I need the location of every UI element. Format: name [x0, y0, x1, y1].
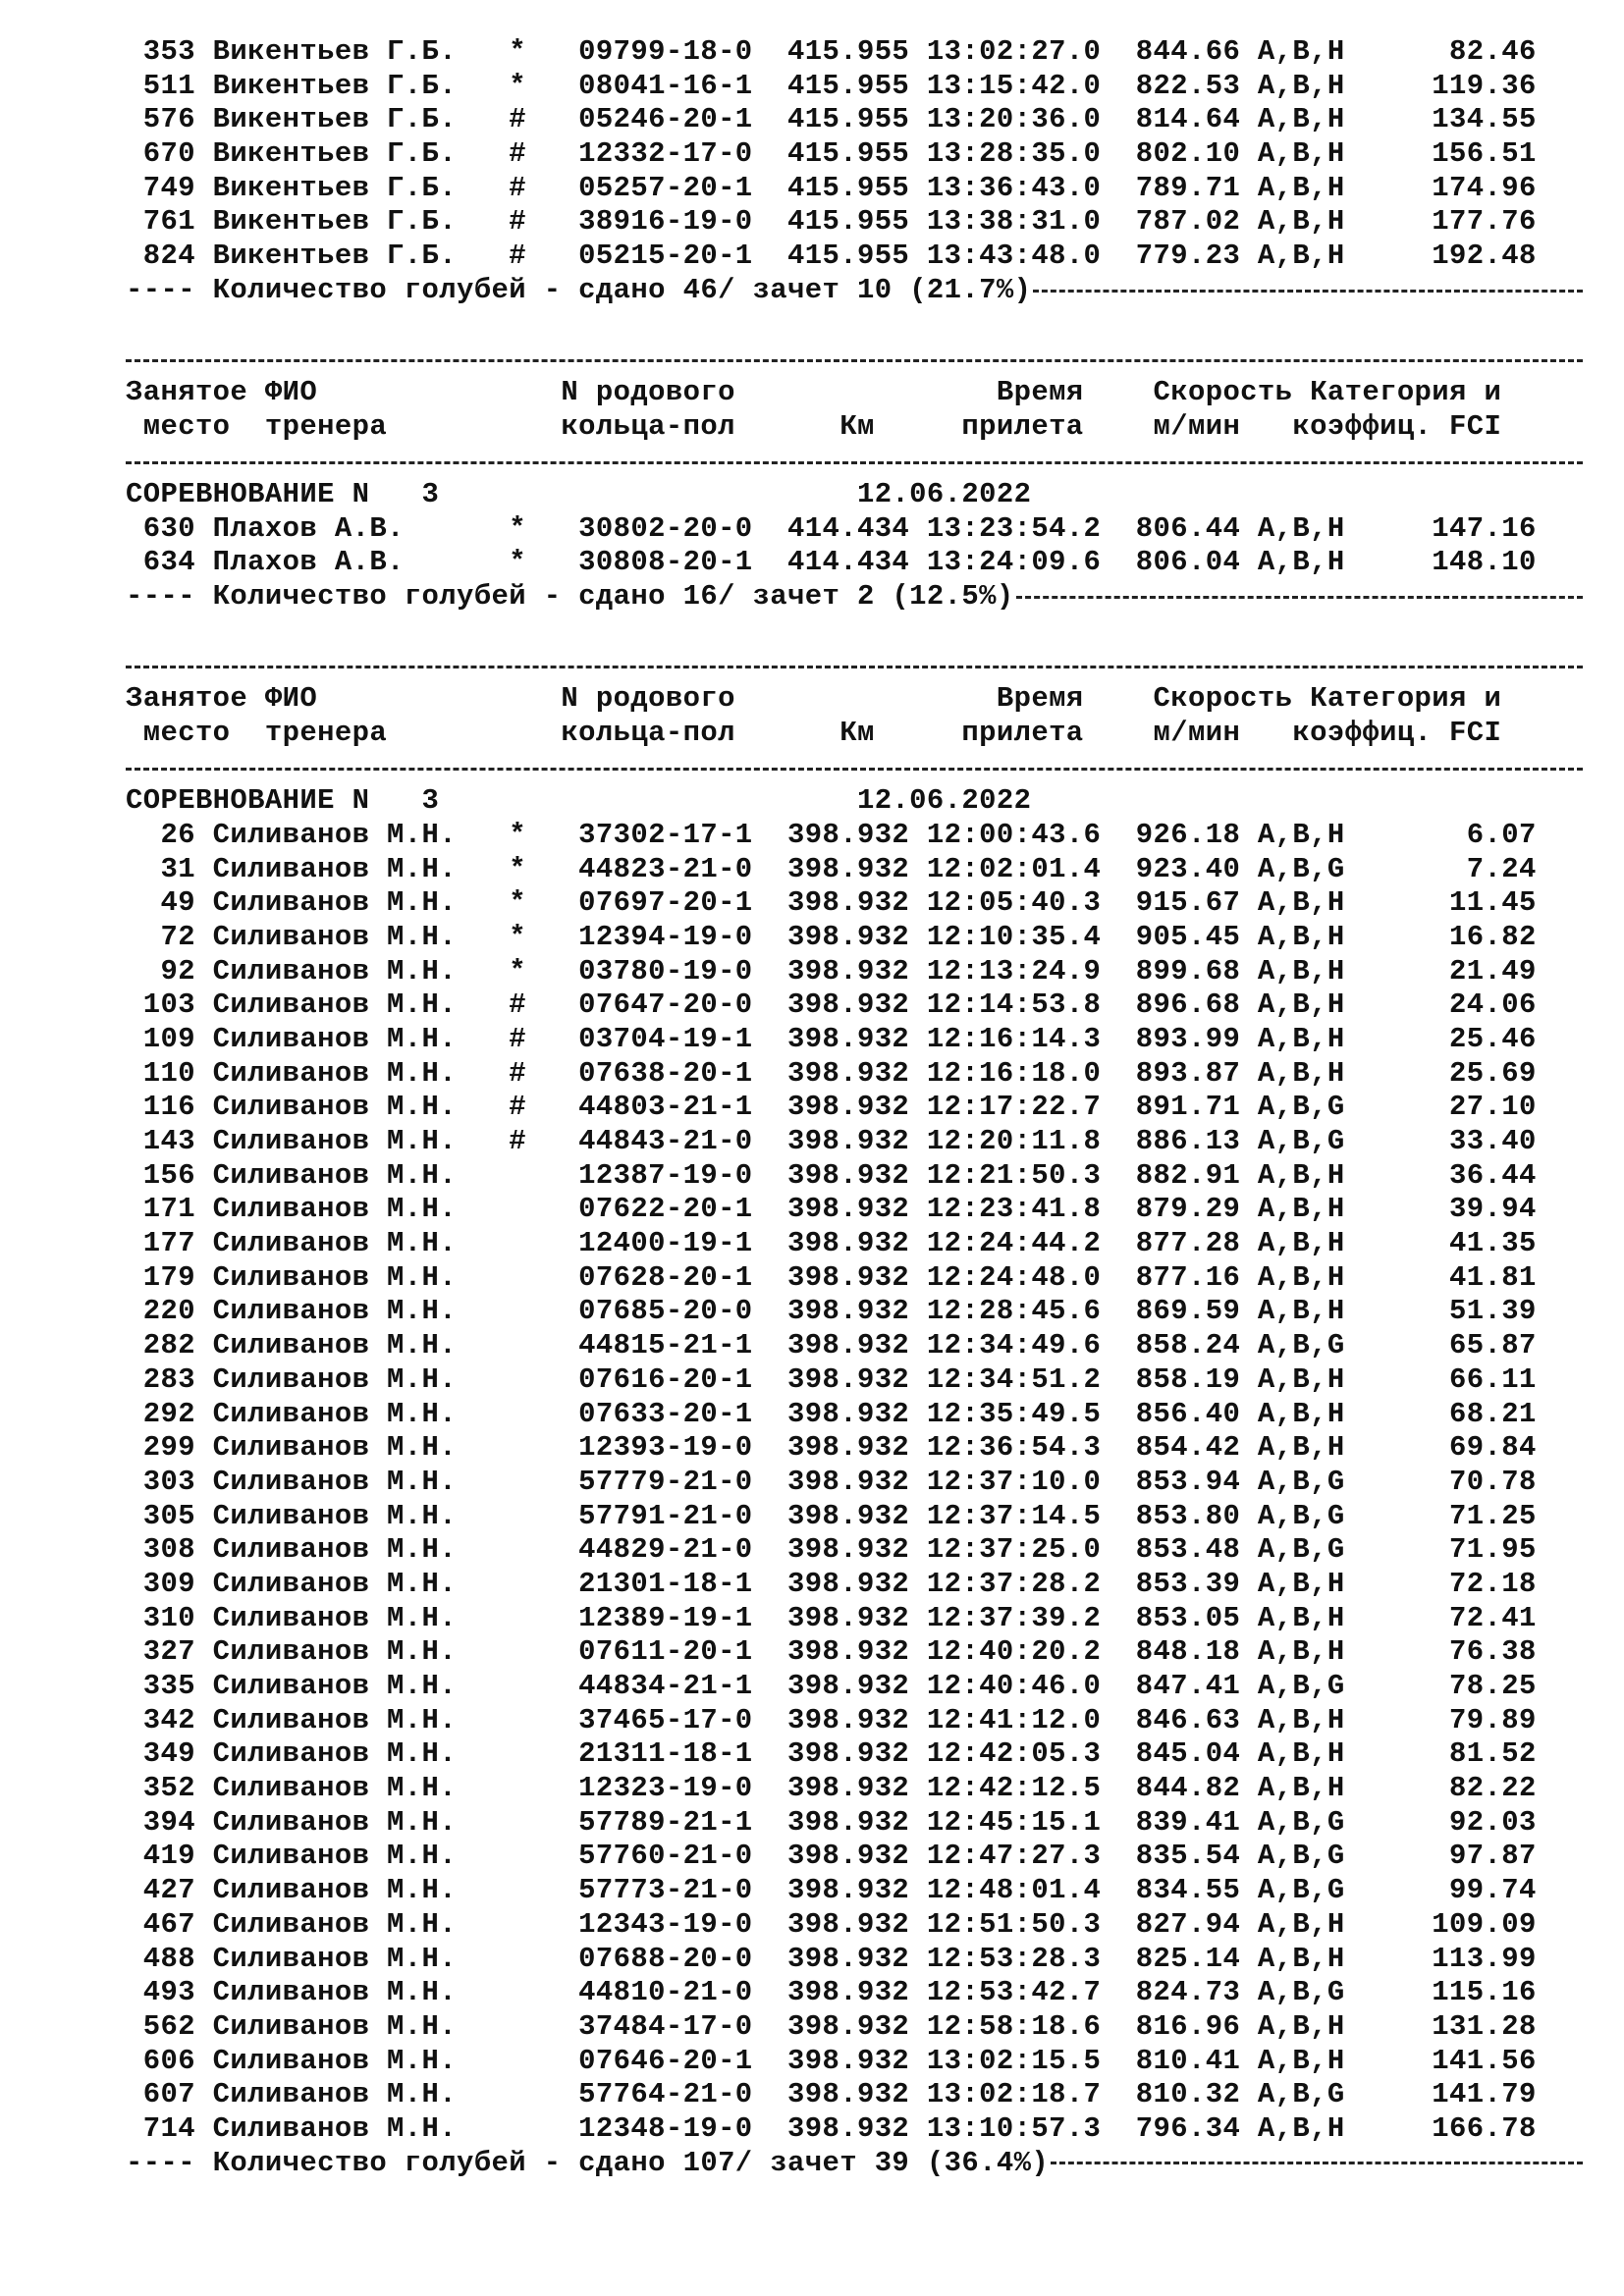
table-row: 562 Силиванов М.Н. 37484-17-0 398.932 12:58:18.6 816.96 A,B,H 131.28 [126, 2009, 1537, 2043]
table-row: 156 Силиванов М.Н. 12387-19-0 398.932 12:21:50.3 882.91 A,B,H 36.44 [126, 1158, 1537, 1192]
summary-line [126, 580, 1598, 614]
table-row: 110 Силиванов М.Н. # 07638-20-1 398.932 12:16:18.0 893.87 A,B,H 25.69 [126, 1056, 1537, 1090]
table-row: 427 Силиванов М.Н. 57773-21-0 398.932 12:48:01.4 834.55 A,B,G 99.74 [126, 1874, 1537, 1907]
table-row: 109 Силиванов М.Н. # 03704-19-1 398.932 12:16:14.3 893.99 A,B,H 25.46 [126, 1022, 1537, 1055]
table-row: 116 Силиванов М.Н. # 44803-21-1 398.932 12:17:22.7 891.71 A,B,G 27.10 [126, 1091, 1537, 1124]
table-row: 308 Силиванов М.Н. 44829-21-0 398.932 12:37:25.0 853.48 A,B,G 71.95 [126, 1533, 1537, 1567]
summary-rule [1051, 2162, 1583, 2164]
table-row: 309 Силиванов М.Н. 21301-18-1 398.932 12:37:28.2 853.39 A,B,H 72.18 [126, 1567, 1537, 1600]
table-row: 303 Силиванов М.Н. 57779-21-0 398.932 12:37:10.0 853.94 A,B,G 70.78 [126, 1465, 1537, 1498]
table-row: 493 Силиванов М.Н. 44810-21-0 398.932 12:53:42.7 824.73 A,B,G 115.16 [126, 1976, 1537, 2009]
table-row: 26 Силиванов М.Н. * 37302-17-1 398.932 12:00:43.6 926.18 A,B,H 6.07 [126, 818, 1537, 851]
table-row: 761 Викентьев Г.Б. # 38916-19-0 415.955 13:38:31.0 787.02 A,B,H 177.76 [126, 205, 1537, 239]
table-row: 606 Силиванов М.Н. 07646-20-1 398.932 13:02:15.5 810.41 A,B,H 141.56 [126, 2044, 1537, 2077]
table-row: 342 Силиванов М.Н. 37465-17-0 398.932 12:41:12.0 846.63 A,B,H 79.89 [126, 1703, 1537, 1736]
competition-line: СОРЕВНОВАНИЕ N 3 12.06.2022 [126, 784, 1032, 818]
table-row: 749 Викентьев Г.Б. # 05257-20-1 415.955 13:36:43.0 789.71 A,B,H 174.96 [126, 171, 1537, 204]
header-rule-bottom [126, 750, 1598, 784]
table-row: 488 Силиванов М.Н. 07688-20-0 398.932 12:53:28.3 825.14 A,B,H 113.99 [126, 1942, 1537, 1975]
table-row: 352 Силиванов М.Н. 12323-19-0 398.932 12:42:12.5 844.82 A,B,H 82.22 [126, 1772, 1537, 1805]
table-row: 49 Силиванов М.Н. * 07697-20-1 398.932 12:05:40.3 915.67 A,B,H 11.45 [126, 886, 1537, 920]
table-row: 630 Плахов А.В. * 30802-20-0 414.434 13:23:54.2 806.44 A,B,H 147.16 [126, 511, 1537, 545]
table-row: 419 Силиванов М.Н. 57760-21-0 398.932 12:47:27.3 835.54 A,B,G 97.87 [126, 1840, 1537, 1873]
table-row: 72 Силиванов М.Н. * 12394-19-0 398.932 12:10:35.4 905.45 A,B,H 16.82 [126, 920, 1537, 953]
spacer [126, 614, 1598, 649]
table-row: 282 Силиванов М.Н. 44815-21-1 398.932 12:34:49.6 858.24 A,B,G 65.87 [126, 1329, 1537, 1362]
table-row: 634 Плахов А.В. * 30808-20-1 414.434 13:24:09.6 806.04 A,B,H 148.10 [126, 546, 1537, 579]
table-row: 511 Викентьев Г.Б. * 08041-16-1 415.955 13:15:42.0 822.53 A,B,H 119.36 [126, 69, 1537, 102]
spacer [126, 308, 1598, 343]
summary-text: ---- Количество голубей - сдано 46/ зачет 10 (21.7%) [126, 273, 1032, 306]
table-row: 310 Силиванов М.Н. 12389-19-1 398.932 12:37:39.2 853.05 A,B,H 72.41 [126, 1601, 1537, 1634]
header-rule-top [126, 648, 1598, 682]
summary-text: ---- Количество голубей - сдано 107/ зачет 39 (36.4%) [126, 2146, 1050, 2179]
table-row: 607 Силиванов М.Н. 57764-21-0 398.932 13:02:18.7 810.32 A,B,G 141.79 [126, 2078, 1537, 2111]
summary-rule [1033, 290, 1583, 293]
table-row: 327 Силиванов М.Н. 07611-20-1 398.932 12:40:20.2 848.18 A,B,H 76.38 [126, 1635, 1537, 1669]
table-row: 824 Викентьев Г.Б. # 05215-20-1 415.955 13:43:48.0 779.23 A,B,H 192.48 [126, 240, 1537, 273]
table-row: 349 Силиванов М.Н. 21311-18-1 398.932 12:42:05.3 845.04 A,B,H 81.52 [126, 1737, 1537, 1771]
column-header-line-2: место тренера кольца-пол Км прилета м/мин коэффиц. FCI [126, 716, 1502, 749]
column-header-line-1: Занятое ФИО N родового Время Скорость Категория и [126, 682, 1502, 716]
table-row: 92 Силиванов М.Н. * 03780-19-0 398.932 12:13:24.9 899.68 A,B,H 21.49 [126, 954, 1537, 988]
summary-rule [1016, 596, 1583, 599]
table-row: 576 Викентьев Г.Б. # 05246-20-1 415.955 13:20:36.0 814.64 A,B,H 134.55 [126, 103, 1537, 136]
column-header-line-1: Занятое ФИО N родового Время Скорость Категория и [126, 375, 1502, 408]
table-row: 179 Силиванов М.Н. 07628-20-1 398.932 12:24:48.0 877.16 A,B,H 41.81 [126, 1260, 1537, 1294]
table-row: 103 Силиванов М.Н. # 07647-20-0 398.932 12:14:53.8 896.68 A,B,H 24.06 [126, 988, 1537, 1022]
competition-line: СОРЕВНОВАНИЕ N 3 12.06.2022 [126, 477, 1032, 510]
header-rule-bottom [126, 444, 1598, 478]
table-row: 220 Силиванов М.Н. 07685-20-0 398.932 12:28:45.6 869.59 A,B,H 51.39 [126, 1295, 1537, 1328]
table-row: 305 Силиванов М.Н. 57791-21-0 398.932 12:37:14.5 853.80 A,B,G 71.25 [126, 1499, 1537, 1532]
summary-line [126, 274, 1598, 308]
table-row: 353 Викентьев Г.Б. * 09799-18-0 415.955 13:02:27.0 844.66 A,B,H 82.46 [126, 35, 1537, 68]
table-row: 299 Силиванов М.Н. 12393-19-0 398.932 12:36:54.3 854.42 A,B,H 69.84 [126, 1431, 1537, 1465]
table-row: 467 Силиванов М.Н. 12343-19-0 398.932 12:51:50.3 827.94 A,B,H 109.09 [126, 1907, 1537, 1941]
summary-line [126, 2147, 1598, 2181]
table-row: 670 Викентьев Г.Б. # 12332-17-0 415.955 13:28:35.0 802.10 A,B,H 156.51 [126, 137, 1537, 171]
table-row: 335 Силиванов М.Н. 44834-21-1 398.932 12:40:46.0 847.41 A,B,G 78.25 [126, 1670, 1537, 1702]
table-row: 394 Силиванов М.Н. 57789-21-1 398.932 12:45:15.1 839.41 A,B,G 92.03 [126, 1805, 1537, 1839]
table-row: 292 Силиванов М.Н. 07633-20-1 398.932 12:35:49.5 856.40 A,B,H 68.21 [126, 1397, 1537, 1430]
header-rule-top [126, 342, 1598, 376]
table-row: 171 Силиванов М.Н. 07622-20-1 398.932 12:23:41.8 879.29 A,B,H 39.94 [126, 1193, 1537, 1226]
table-row: 283 Силиванов М.Н. 07616-20-1 398.932 12:34:51.2 858.19 A,B,H 66.11 [126, 1362, 1537, 1396]
table-row: 143 Силиванов М.Н. # 44843-21-0 398.932 12:20:11.8 886.13 A,B,G 33.40 [126, 1125, 1537, 1157]
column-header-line-2: место тренера кольца-пол Км прилета м/мин коэффиц. FCI [126, 409, 1502, 443]
table-row: 31 Силиванов М.Н. * 44823-21-0 398.932 12:02:01.4 923.40 A,B,G 7.24 [126, 852, 1537, 885]
table-row: 714 Силиванов М.Н. 12348-19-0 398.932 13:10:57.3 796.34 A,B,H 166.78 [126, 2111, 1537, 2145]
results-report [126, 35, 1598, 2180]
summary-text: ---- Количество голубей - сдано 16/ зачет 2 (12.5%) [126, 580, 1014, 613]
table-row: 177 Силиванов М.Н. 12400-19-1 398.932 12:24:44.2 877.28 A,B,H 41.35 [126, 1227, 1537, 1260]
